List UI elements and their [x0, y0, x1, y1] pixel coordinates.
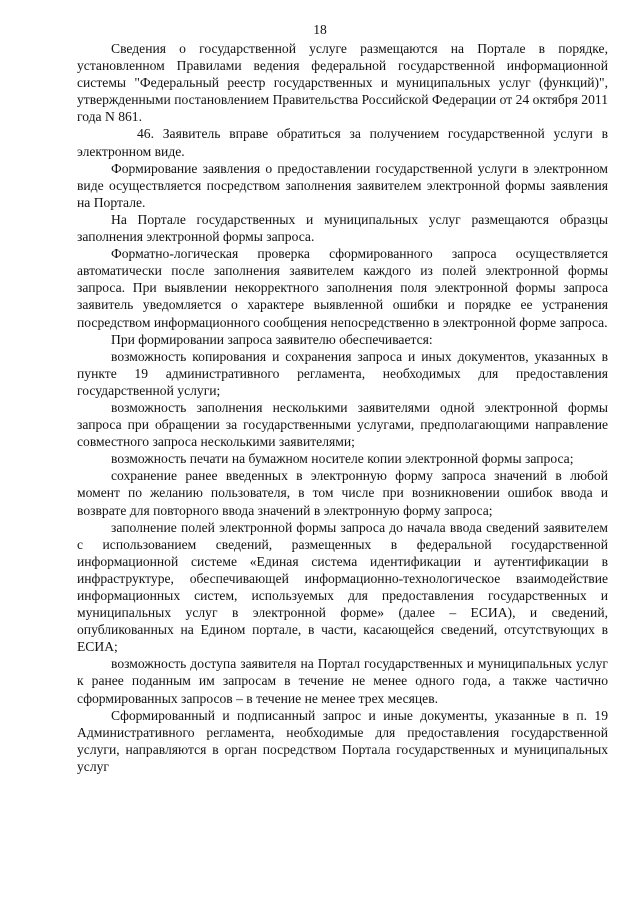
- paragraph-samples: На Портале государственных и муниципальных услуг размещаются образцы заполнения электронной формы запроса.: [77, 211, 608, 245]
- document-body: [77, 40, 608, 775]
- page-number: 18: [313, 22, 327, 37]
- list-item-save: сохранение ранее введенных в электронную форму запроса значений в любой момент по желанию пользователя, в том числе при возникновении ошибок ввода и возврате для повторного ввода значений в электронную форму запроса;: [77, 468, 608, 518]
- list-item-copy: возможность копирования и сохранения запроса и иных документов, указанных в пункте 19 административного регламента, необходимых для предоставления государственной услуги;: [77, 348, 608, 398]
- paragraph-46: 46. Заявитель вправе обратиться за получением государственной услуги в электронном виде.: [77, 126, 608, 159]
- paragraph-submission: Сформированный и подписанный запрос и иные документы, указанные в п. 19 Административного регламента, необходимые для предоставления государственной услуги, направляются в орган посредством Портала государственных и муниципальных услуг: [77, 707, 608, 774]
- list-item-esia: заполнение полей электронной формы запроса до начала ввода сведений заявителем с использованием сведений, размещенных в федеральной государственной информационной системе «Единая система идентификации и аутентификации в инфраструктуре, обеспечивающей информационно-технологическое взаимодействие информационных систем, используемых для предоставления государственных и муниципальных услуг в электронной форме» (далее – ЕСИА), и сведений, опубликованных на Едином портале, в части, касающейся сведений, отсутствующих в ЕСИА;: [77, 519, 608, 655]
- list-item-access: возможность доступа заявителя на Портал государственных и муниципальных услуг к ранее поданным им запросам в течение не менее одного года, а также частично сформированных запросов – в течение не менее трех месяцев.: [77, 656, 608, 706]
- paragraph-provided: При формировании запроса заявителю обеспечивается:: [111, 331, 433, 347]
- paragraph-portal-info: Сведения о государственной услуге размещаются на Портале в порядке, установленном Правилами ведения федеральной государственной информационной системы "Федеральный реестр государственных и муниципальных услуг (функций)", утвержденными постановлением Правительства Российской Федерации от 24 октября 2011 года N 861.: [77, 41, 608, 125]
- list-item-print: возможность печати на бумажном носителе копии электронной формы запроса;: [111, 451, 574, 467]
- list-item-joint: возможность заполнения несколькими заявителями одной электронной формы запроса при обращении за государственными услугами, предполагающими направление совместного запроса несколькими заявителями;: [77, 399, 608, 450]
- paragraph-form-filling: Формирование заявления о предоставлении государственной услуги в электронном виде осуществляется посредством заполнения заявителем электронной формы заявления на Портале.: [77, 160, 608, 210]
- paragraph-validation: Форматно-логическая проверка сформированного запроса осуществляется автоматически после заполнения заявителем каждого из полей электронной формы запроса. При выявлении некорректного заполнения поля электронной формы запроса заявитель уведомляется о характере выявленной ошибки и порядке ее устранения посредством информационного сообщения непосредственно в электронной форме запроса.: [77, 246, 608, 330]
